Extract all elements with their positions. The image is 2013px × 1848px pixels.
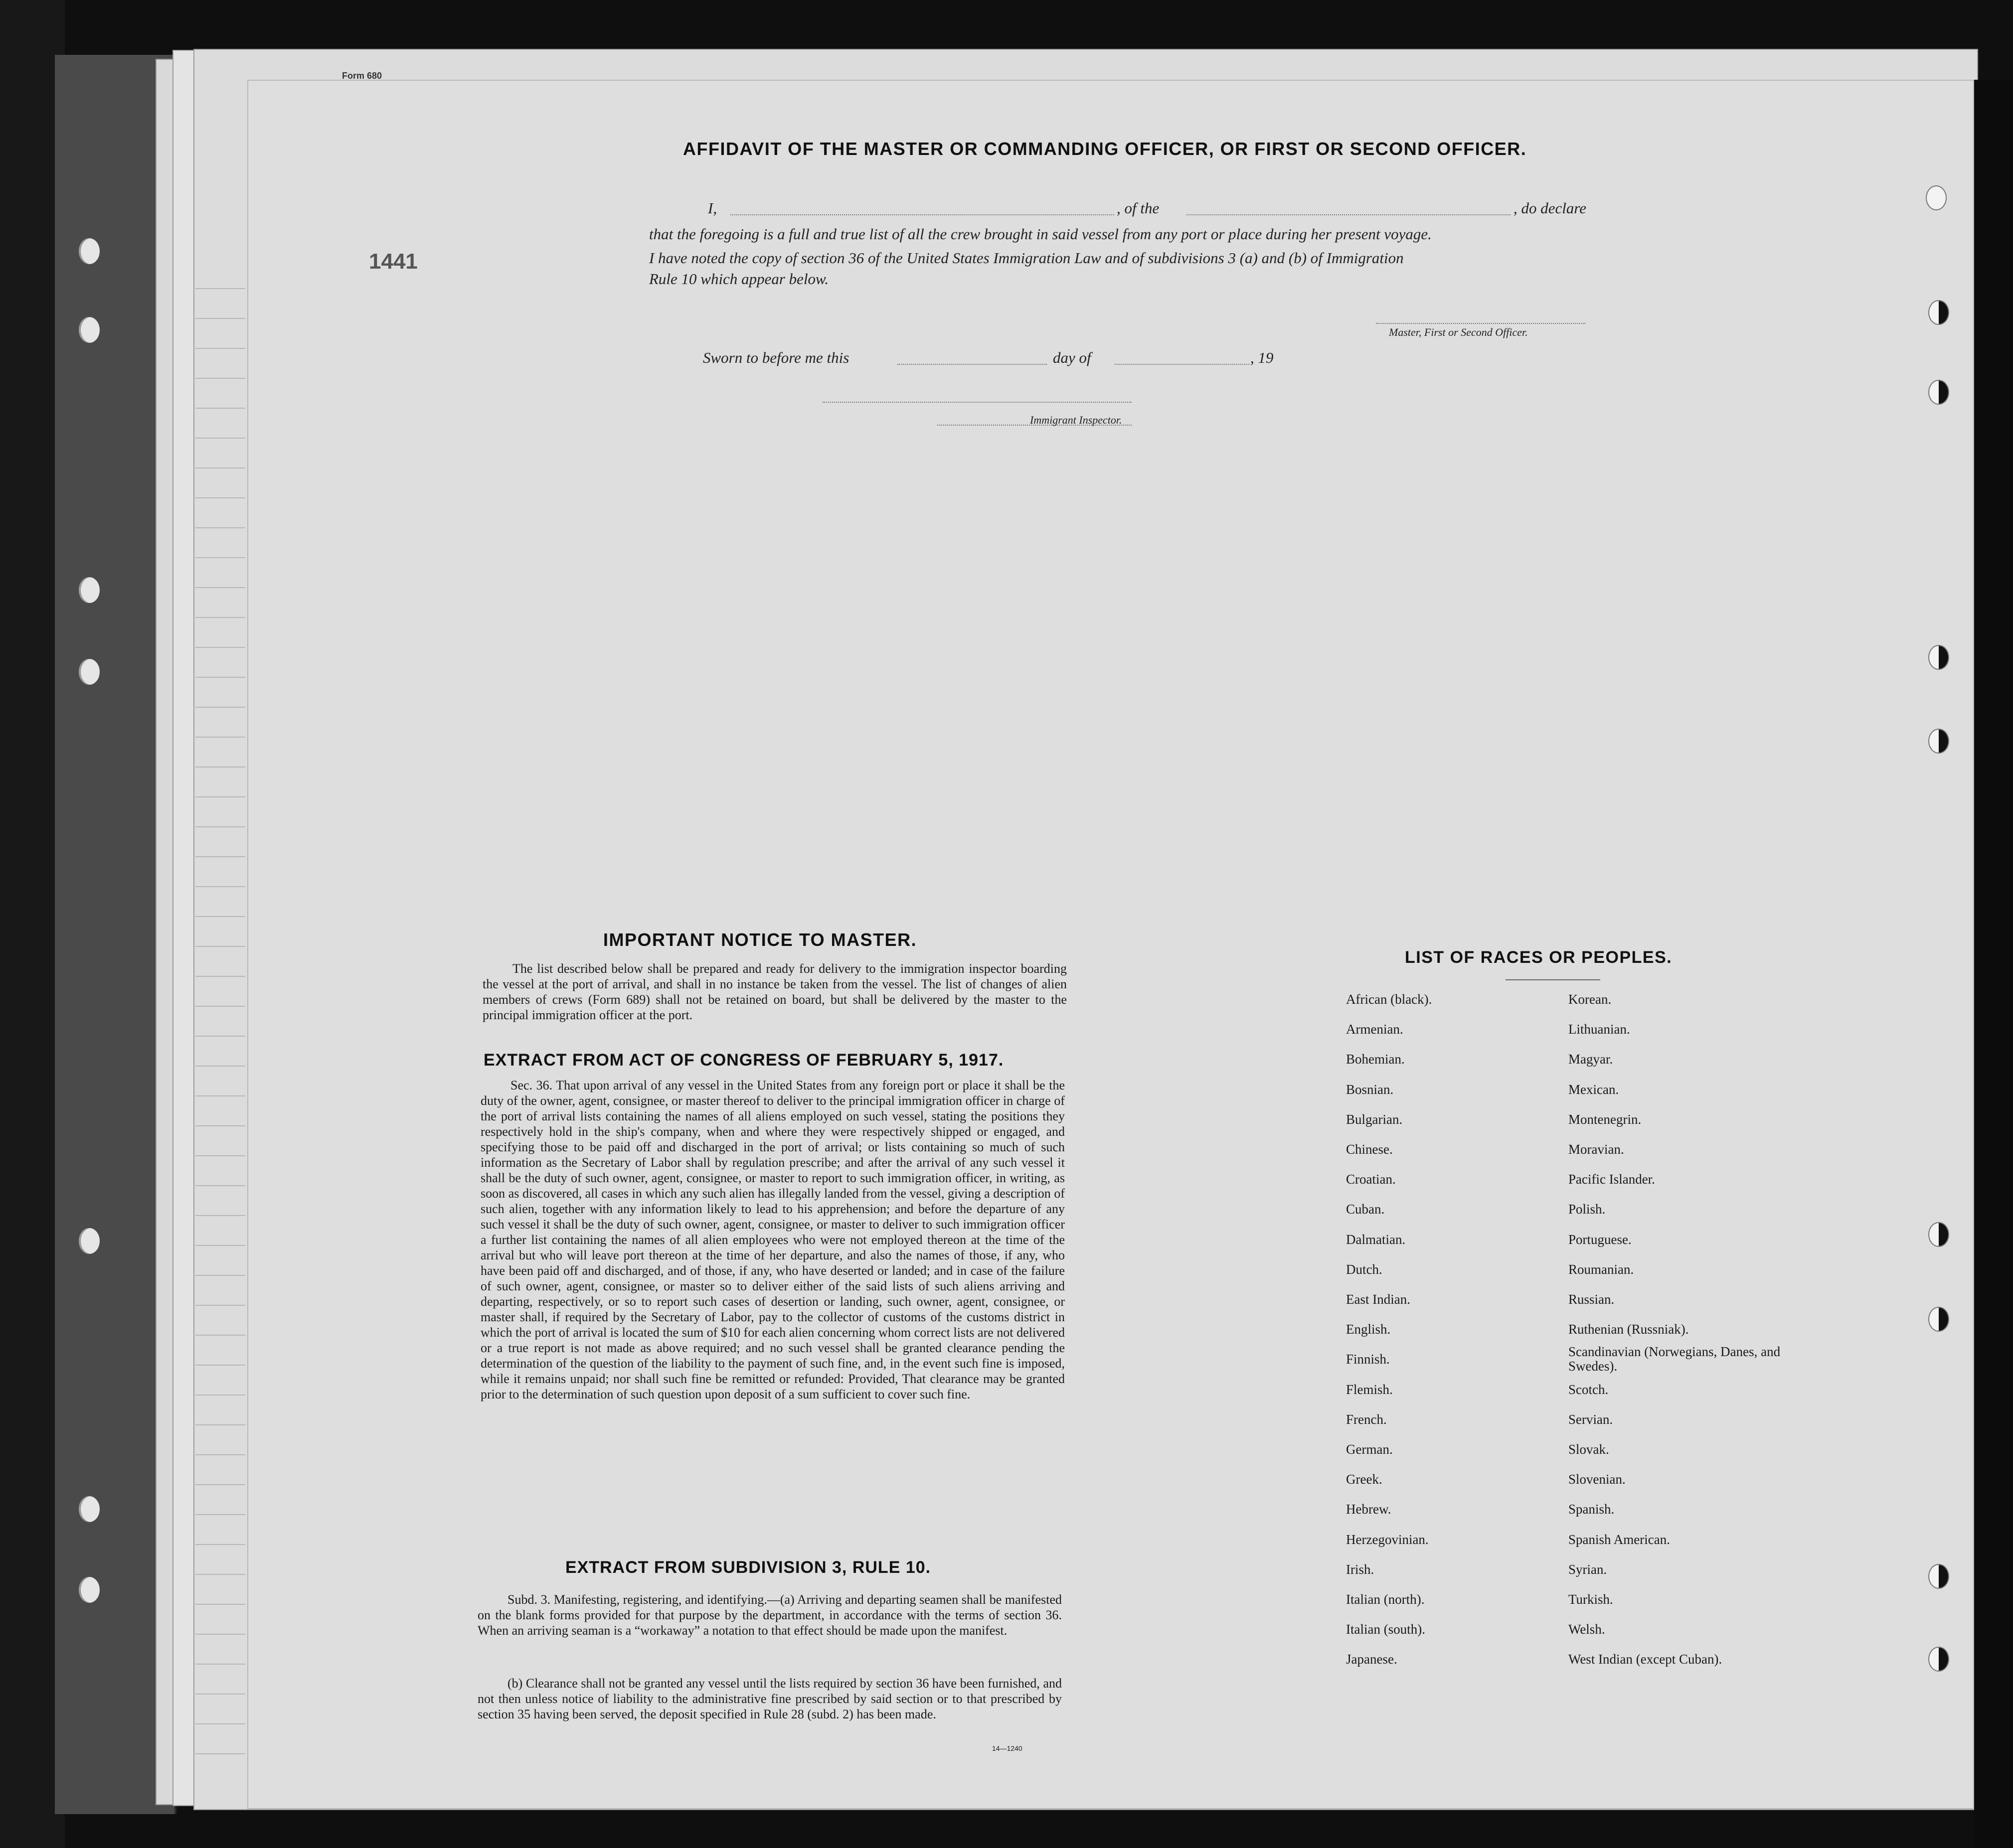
inspector-signature-line[interactable]: [823, 402, 1132, 403]
race-item: Spanish.: [1568, 1502, 1615, 1517]
page-hole: [1928, 729, 1949, 754]
race-item: Hebrew.: [1346, 1502, 1391, 1517]
race-item: Lithuanian.: [1568, 1022, 1630, 1037]
race-item: Korean.: [1568, 992, 1612, 1007]
race-item: German.: [1346, 1442, 1393, 1457]
page-hole: [1928, 645, 1949, 670]
race-item: Servian.: [1568, 1411, 1613, 1427]
race-item: Montenegrin.: [1568, 1111, 1642, 1127]
binder-hole: [79, 1228, 100, 1254]
affidavit-line-2: that the foregoing is a full and true list of all the crew brought in said vessel from any port or place during her present voyage.: [649, 225, 1432, 243]
sworn-text: Sworn to before me this: [703, 349, 849, 366]
race-item: Ruthenian (Russniak).: [1568, 1322, 1689, 1337]
officer-signature-label: Master, First or Second Officer.: [1389, 326, 1528, 338]
binder-hole: [79, 1496, 100, 1522]
race-item: Flemish.: [1346, 1382, 1393, 1397]
sworn-month-field[interactable]: [1115, 364, 1249, 365]
stamp-number: 1441: [369, 249, 418, 274]
sworn-day-field[interactable]: [897, 364, 1047, 365]
rule-extract-para-a: Subd. 3. Manifesting, registering, and identifying.—(a) Arriving and departing seamen shall be manifested on the blank forms provided for that purpose by the department, in accordance with the terms of section 36. When an arriving seaman is a “workaway” a notation to that effect should be made upon the manifest.: [478, 1592, 1062, 1638]
rule-extract-title: EXTRACT FROM SUBDIVISION 3, RULE 10.: [565, 1558, 931, 1577]
page-hole: [1928, 1564, 1949, 1589]
page-hole: [1928, 300, 1949, 325]
binder-hole: [79, 317, 100, 343]
race-item: East Indian.: [1346, 1292, 1410, 1307]
race-item: Armenian.: [1346, 1022, 1403, 1037]
race-item: Bulgarian.: [1346, 1111, 1403, 1127]
race-item: Scotch.: [1568, 1382, 1609, 1397]
race-item: Syrian.: [1568, 1561, 1607, 1577]
race-item: English.: [1346, 1322, 1391, 1337]
race-item: Bosnian.: [1346, 1081, 1394, 1097]
notice-title: IMPORTANT NOTICE TO MASTER.: [603, 929, 917, 950]
race-item: Japanese.: [1346, 1652, 1397, 1667]
page-edge-shadow: [1974, 80, 2013, 1848]
race-item: Portuguese.: [1568, 1232, 1632, 1247]
officer-signature-line[interactable]: [1376, 323, 1585, 324]
race-item: Polish.: [1568, 1202, 1606, 1217]
page-hole: [1928, 380, 1949, 405]
act-extract-title: EXTRACT FROM ACT OF CONGRESS OF FEBRUARY 5, 1917.: [484, 1051, 1004, 1070]
form-number: Form 680: [342, 71, 382, 81]
year-label: , 19: [1250, 349, 1274, 366]
affidavit-i-label: I,: [708, 199, 717, 217]
page-hole: [1928, 1307, 1949, 1332]
day-of-label: day of: [1053, 349, 1091, 366]
race-item: Italian (south).: [1346, 1622, 1425, 1637]
page-hole: [1928, 1222, 1949, 1247]
race-item: French.: [1346, 1411, 1387, 1427]
inspector-label: Immigrant Inspector.: [1030, 414, 1122, 426]
race-item: Slovenian.: [1568, 1472, 1626, 1487]
affidavit-title: AFFIDAVIT OF THE MASTER OR COMMANDING OFFICER, OR FIRST OR SECOND OFFICER.: [683, 139, 1527, 159]
binder-hole: [79, 1577, 100, 1603]
job-number: 14—1240: [992, 1744, 1022, 1752]
race-item: Spanish American.: [1568, 1532, 1670, 1547]
notice-body: The list described below shall be prepared and ready for delivery to the immigration inspector boarding the vessel at the port of arrival, and shall in no instance be taken from the vessel. The list of changes of alien members of crews (Form 689) shall not be retained on board, but shall be delivered by the master to the principal immigration officer at the port.: [483, 961, 1067, 1022]
binder-hole: [79, 659, 100, 685]
race-item: Slovak.: [1568, 1442, 1609, 1457]
form-page: [247, 80, 1974, 1809]
rule-extract-para-b: (b) Clearance shall not be granted any vessel until the lists required by section 36 have been furnished, and not then unless notice of liability to the administrative fine prescribed by said section or to that prescribed by section 35 having been served, the deposit specified in Rule 28 (subd. 2) has been made.: [478, 1676, 1062, 1721]
master-name-field[interactable]: [730, 214, 1114, 215]
of-the-label: , of the: [1117, 199, 1160, 217]
binder-hole: [79, 238, 100, 264]
race-item: Mexican.: [1568, 1081, 1619, 1097]
race-item: Roumanian.: [1568, 1261, 1634, 1277]
ruled-lines: [195, 259, 245, 1754]
race-item: African (black).: [1346, 992, 1432, 1007]
binder-hole: [79, 577, 100, 603]
page-hole: [1928, 1647, 1949, 1672]
race-item: Finnish.: [1346, 1352, 1390, 1367]
race-item: Irish.: [1346, 1561, 1374, 1577]
affidavit-line-4: Rule 10 which appear below.: [649, 270, 829, 288]
race-item: Herzegovinian.: [1346, 1532, 1429, 1547]
race-item: West Indian (except Cuban).: [1568, 1652, 1722, 1667]
race-item: Dutch.: [1346, 1261, 1382, 1277]
vessel-name-field[interactable]: [1186, 214, 1510, 215]
declare-label: , do declare: [1513, 199, 1587, 217]
race-item: Cuban.: [1346, 1202, 1385, 1217]
race-item: Italian (north).: [1346, 1592, 1425, 1607]
races-title: LIST OF RACES OR PEOPLES.: [1405, 948, 1673, 967]
page-hole: [1926, 185, 1947, 210]
race-item: Pacific Islander.: [1568, 1172, 1655, 1187]
race-item: Greek.: [1346, 1472, 1382, 1487]
race-item: Turkish.: [1568, 1592, 1613, 1607]
race-item: Magyar.: [1568, 1052, 1613, 1067]
race-item: Moravian.: [1568, 1142, 1624, 1157]
race-item: Russian.: [1568, 1292, 1615, 1307]
race-item: Dalmatian.: [1346, 1232, 1406, 1247]
race-item: Bohemian.: [1346, 1052, 1405, 1067]
act-extract-body: Sec. 36. That upon arrival of any vessel in the United States from any foreign port or place it shall be the duty of the owner, agent, consignee, or master thereof to deliver to the principal immigration officer in charge of the port of arrival lists containing the names of all aliens employed on such vessel, stating the positions they respectively hold in the ship's company, when and where they were respectively shipped or engaged, and specifying those to be paid off and discharged in the port of arrival; or lists containing so much of such information as the Secretary of Labor shall by regulation prescribe; and after the arrival of any such vessel it shall be the duty of such owner, agent, consignee, or master to report to such immigration officer, in writing, as soon as discovered, all cases in which any such alien has illegally landed from the vessel, giving a description of such alien, together with any information likely to lead to his apprehension; and before the departure of any such vessel it shall be the duty of such owner, agent, consignee, or master to deliver to such immigration officer a further list containing the names of all alien employees who were not employed thereon at the time of the arrival but who will leave port thereon at the time of her departure, and also the names of those, if any, who have been paid off and discharged, and of those, if any, who have deserted or landed; and in case of the failure of such owner, agent, consignee, or master so to deliver either of the said lists of such aliens arriving and departing, respectively, or so to report such cases of desertion or landing, such owner, agent, consignee, or master shall, if required by the Secretary of Labor, pay to the collector of customs of the customs district in which the port of arrival is located the sum of $10 for each alien concerning whom correct lists are not delivered or a true report is not made as above required; and no such vessel shall be granted clearance pending the determination of the question of the liability to the payment of such fine, and, in the event such fine is imposed, while it remains unpaid; nor shall such fine be remitted or refunded: Provided, That clearance may be granted prior to the determination of such question upon deposit of a sum sufficient to cover such fine.: [481, 1078, 1065, 1401]
races-title-rule: [1506, 979, 1600, 980]
affidavit-line-3: I have noted the copy of section 36 of the United States Immigration Law and of subdivisions 3 (a) and (b) of Immigration: [649, 249, 1404, 267]
race-item: Scandinavian (Norwegians, Danes, and Swedes).: [1568, 1344, 1781, 1374]
race-item: Welsh.: [1568, 1622, 1605, 1637]
race-item: Chinese.: [1346, 1142, 1393, 1157]
race-item: Croatian.: [1346, 1172, 1396, 1187]
